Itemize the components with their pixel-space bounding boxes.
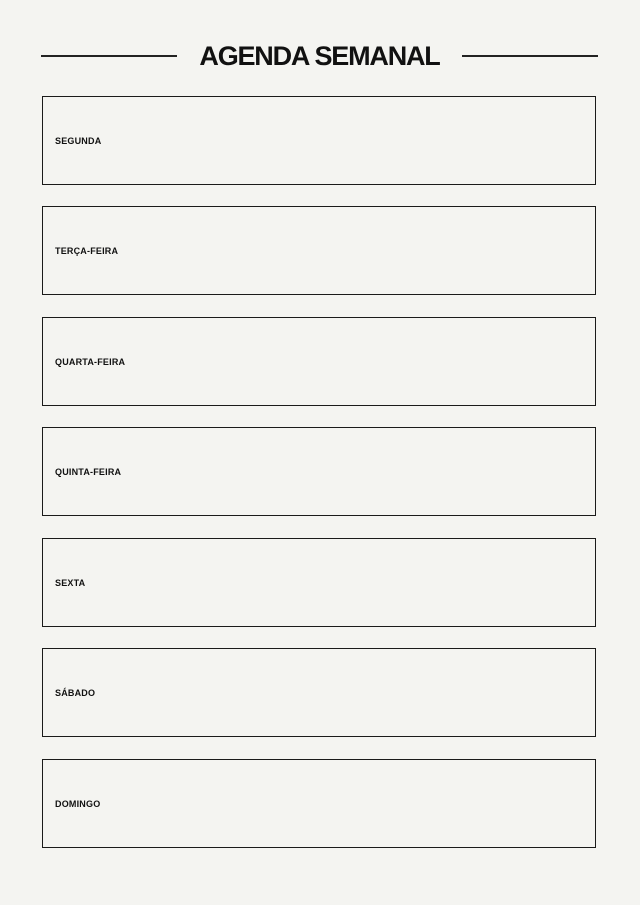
page-title: AGENDA SEMANAL [199,41,440,71]
day-box-sabado[interactable] [42,648,596,737]
day-box-quarta[interactable] [42,317,596,406]
day-box-terca[interactable] [42,206,596,295]
day-label: SÁBADO [55,687,96,698]
page-header [41,38,598,74]
day-label: SEXTA [55,577,86,588]
header-rule-right [462,55,598,57]
day-label: QUINTA-FEIRA [55,466,122,477]
day-box-quinta[interactable] [42,427,596,516]
day-label: QUARTA-FEIRA [55,356,126,367]
day-label: TERÇA-FEIRA [55,245,119,256]
day-box-segunda[interactable] [42,96,596,185]
day-box-sexta[interactable] [42,538,596,627]
day-label: DOMINGO [55,798,101,809]
day-box-domingo[interactable] [42,759,596,848]
day-label: SEGUNDA [55,135,102,146]
